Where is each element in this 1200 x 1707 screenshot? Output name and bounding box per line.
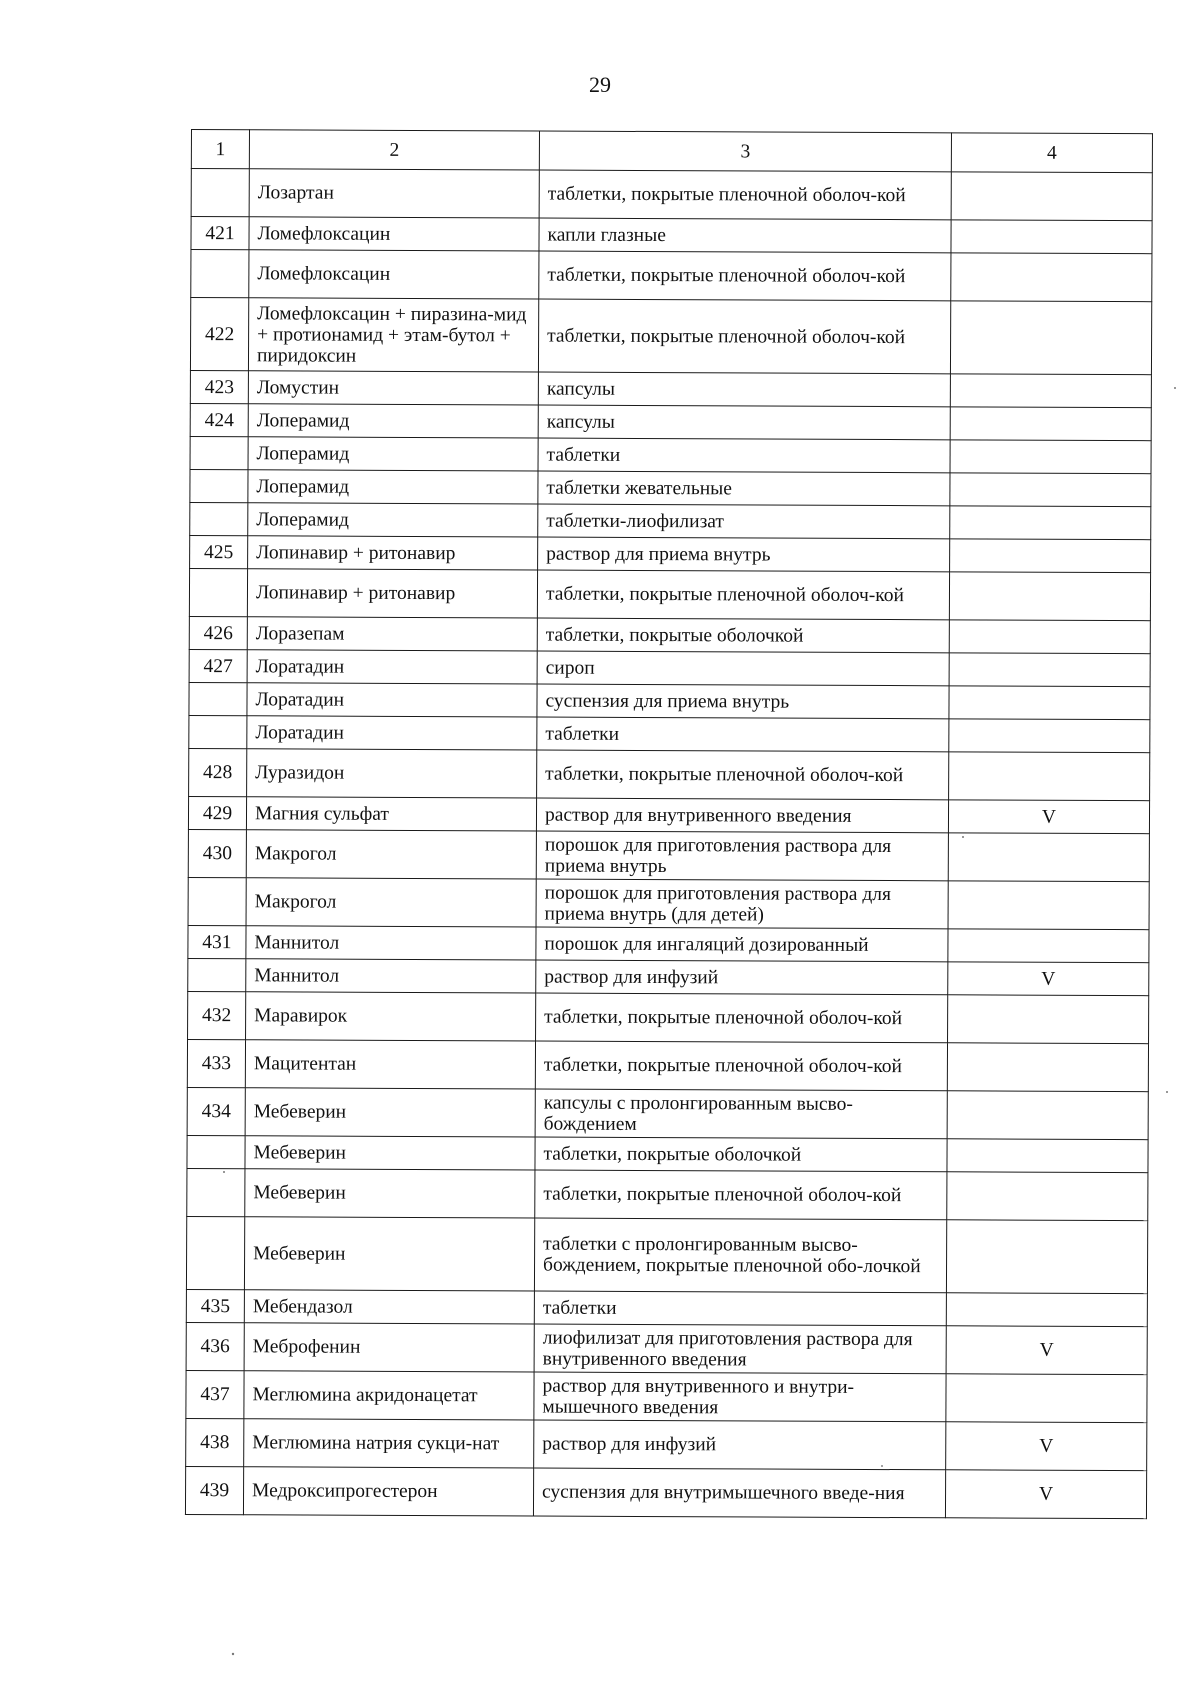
drug-name: Ломустин: [248, 371, 538, 405]
row-number: 438: [186, 1418, 244, 1466]
vital-mark: V: [948, 800, 1149, 834]
vital-mark: [949, 620, 1150, 654]
drug-name: Лоперамид: [248, 404, 538, 438]
dosage-form: таблетки, покрытые оболочкой: [535, 1137, 947, 1172]
dosage-form: сироп: [537, 651, 949, 686]
vital-mark: [950, 539, 1151, 573]
table-row: [189, 682, 1150, 719]
row-number: 431: [188, 925, 246, 958]
table-row: [186, 1418, 1147, 1470]
table-row: [188, 925, 1149, 962]
row-number: 422: [190, 298, 248, 371]
table-row: [187, 1168, 1148, 1220]
drug-name: Лопинавир + ритонавир: [247, 569, 537, 618]
row-number: [190, 436, 248, 469]
drug-name: Мебеверин: [244, 1217, 534, 1291]
row-number: 433: [187, 1039, 245, 1087]
table-header-row: [191, 130, 1152, 173]
table-row: [186, 1216, 1147, 1293]
dosage-form: раствор для внутривенного введения: [536, 798, 948, 833]
row-number: 434: [187, 1087, 245, 1135]
table-row: [191, 169, 1152, 221]
row-number: [191, 250, 249, 298]
table-row: [191, 217, 1152, 254]
vital-mark: [947, 1091, 1148, 1140]
drug-name: Меброфенин: [244, 1323, 534, 1372]
drug-name: Лозартан: [249, 169, 539, 218]
row-number: 429: [188, 796, 246, 829]
vital-mark: [948, 929, 1149, 963]
vital-mark: [950, 473, 1151, 507]
vital-mark: [948, 995, 1149, 1044]
dosage-form: лиофилизат для приготовления раствора для внутривенного введения: [534, 1324, 946, 1374]
dosage-form: таблетки, покрытые пленочной оболоч-кой: [536, 993, 948, 1043]
row-number: 427: [189, 649, 247, 682]
vital-mark: V: [946, 1422, 1147, 1471]
dosage-form: таблетки, покрытые пленочной оболоч-кой: [539, 170, 951, 220]
dosage-form: таблетки, покрытые пленочной оболоч-кой: [537, 750, 949, 800]
vital-mark: [946, 1220, 1147, 1294]
vital-mark: [949, 686, 1150, 720]
drug-name: Лоразепам: [247, 617, 537, 651]
table-row: [186, 1289, 1147, 1326]
column-header-mark: 4: [951, 133, 1152, 173]
column-header-name: 2: [249, 130, 539, 170]
dosage-form: таблетки, покрытые пленочной оболоч-кой: [538, 299, 950, 374]
drug-name: Мебеверин: [245, 1088, 535, 1137]
drug-name: Меглюмина акридонацетат: [244, 1371, 534, 1420]
dosage-form: таблетки: [534, 1291, 946, 1326]
vital-mark: [950, 440, 1151, 474]
table-row: [190, 298, 1151, 375]
drug-name: Мацитентан: [245, 1040, 535, 1089]
table-row: [190, 403, 1151, 440]
row-number: 428: [189, 748, 247, 796]
table-row: [188, 829, 1149, 881]
row-number: 425: [190, 535, 248, 568]
dosage-form: таблетки, покрытые пленочной оболоч-кой: [539, 251, 951, 301]
vital-mark: [947, 1172, 1148, 1221]
row-number: [187, 1135, 245, 1168]
drug-name: Медроксипрогестерон: [243, 1467, 533, 1516]
row-number: [189, 715, 247, 748]
drug-name: Лоратадин: [247, 716, 537, 750]
dosage-form: порошок для ингаляций дозированный: [536, 927, 948, 962]
vital-mark: [946, 1293, 1147, 1327]
drug-name: Мебеверин: [245, 1136, 535, 1170]
table-row: [187, 1087, 1148, 1139]
table-row: [187, 1039, 1148, 1091]
row-number: 430: [188, 829, 246, 877]
vital-mark: V: [945, 1470, 1146, 1519]
dosage-form: капсулы: [538, 405, 950, 440]
dosage-form: раствор для инфузий: [534, 1420, 946, 1470]
page-number: 29: [589, 72, 611, 97]
drug-name: Лоратадин: [247, 650, 537, 684]
row-number: 426: [189, 616, 247, 649]
row-number: 437: [186, 1370, 244, 1418]
dosage-form: таблетки, покрытые пленочной оболоч-кой: [535, 1041, 947, 1091]
vital-mark: [949, 572, 1150, 621]
vital-mark: [948, 881, 1149, 930]
drug-name: Макрогол: [246, 878, 536, 927]
drug-name: Ломефлоксацин + пиразина-мид + протионамид + этам-бутол + пиридоксин: [248, 298, 538, 372]
table-row: [190, 469, 1151, 506]
dosage-form: раствор для внутривенного и внутри-мышечного введения: [534, 1372, 946, 1422]
dosage-form: капсулы с пролонгированным высво-бождением: [535, 1089, 947, 1139]
table-row: [189, 715, 1150, 752]
vital-mark: V: [946, 1326, 1147, 1375]
drug-name: Маравирок: [246, 992, 536, 1041]
table-row: [190, 436, 1151, 473]
drug-table: [185, 129, 1153, 1519]
table-row: [188, 958, 1149, 995]
drug-name: Ломефлоксацин: [249, 250, 539, 299]
table-row: [190, 370, 1151, 407]
drug-name: Лоперамид: [248, 470, 538, 504]
row-number: [189, 568, 247, 616]
table-row: [188, 877, 1149, 929]
vital-mark: [949, 719, 1150, 753]
drug-name: Мебеверин: [245, 1169, 535, 1218]
row-number: [186, 1216, 244, 1289]
vital-mark: [947, 1139, 1148, 1173]
row-number: [190, 469, 248, 502]
drug-name: Маннитол: [246, 959, 536, 993]
table-row: [188, 991, 1149, 1043]
table-row: [187, 1135, 1148, 1172]
row-number: [188, 958, 246, 991]
dosage-form: таблетки: [537, 717, 949, 752]
dosage-form: таблетки, покрытые пленочной оболоч-кой: [535, 1170, 947, 1220]
dosage-form: раствор для приема внутрь: [538, 537, 950, 572]
row-number: [189, 682, 247, 715]
drug-name: Магния сульфат: [246, 797, 536, 831]
row-number: 423: [190, 370, 248, 403]
table-row: [189, 616, 1150, 653]
vital-mark: [951, 172, 1152, 221]
dosage-form: таблетки, покрытые пленочной оболоч-кой: [537, 570, 949, 620]
table-row: [188, 796, 1149, 833]
row-number: 435: [186, 1289, 244, 1322]
column-header-number: 1: [191, 130, 249, 169]
row-number: 439: [185, 1466, 243, 1514]
vital-mark: [950, 506, 1151, 540]
row-number: [187, 1168, 245, 1216]
table-row: [190, 502, 1151, 539]
vital-mark: V: [948, 962, 1149, 996]
dosage-form: порошок для приготовления раствора для приема внутрь (для детей): [536, 879, 948, 929]
drug-name: Макрогол: [246, 830, 536, 879]
table-row: [191, 250, 1152, 302]
drug-name: Меглюмина натрия сукци-нат: [244, 1419, 534, 1468]
table-row: [189, 748, 1150, 800]
table-row: [189, 568, 1150, 620]
drug-name: Мебендазол: [244, 1290, 534, 1324]
dosage-form: суспензия для приема внутрь: [537, 684, 949, 719]
dosage-form: таблетки: [538, 438, 950, 473]
drug-name: Лоперамид: [248, 437, 538, 471]
vital-mark: [950, 407, 1151, 441]
row-number: [190, 502, 248, 535]
vital-mark: [950, 301, 1151, 375]
drug-name: Лоперамид: [248, 503, 538, 537]
row-number: 432: [188, 991, 246, 1039]
dosage-form: капли глазные: [539, 218, 951, 253]
drug-table-container: [185, 129, 1152, 1519]
vital-mark: [946, 1374, 1147, 1423]
drug-name: Ломефлоксацин: [249, 217, 539, 251]
row-number: 436: [186, 1322, 244, 1370]
vital-mark: [949, 752, 1150, 801]
table-row: [190, 535, 1151, 572]
vital-mark: [950, 374, 1151, 408]
drug-name: Лопинавир + ритонавир: [248, 536, 538, 570]
row-number: 424: [190, 403, 248, 436]
column-header-form: 3: [539, 131, 951, 172]
dosage-form: суспензия для внутримышечного введе-ния: [533, 1468, 945, 1518]
vital-mark: [948, 833, 1149, 882]
vital-mark: [951, 253, 1152, 302]
vital-mark: [949, 653, 1150, 687]
table-row: [186, 1370, 1147, 1422]
vital-mark: [951, 220, 1152, 254]
dosage-form: порошок для приготовления раствора для приема внутрь: [536, 831, 948, 881]
row-number: [191, 169, 249, 217]
dosage-form: таблетки-лиофилизат: [538, 504, 950, 539]
dosage-form: раствор для инфузий: [536, 960, 948, 995]
vital-mark: [947, 1043, 1148, 1092]
dosage-form: таблетки, покрытые оболочкой: [537, 618, 949, 653]
dosage-form: таблетки жевательные: [538, 471, 950, 506]
table-row: [189, 649, 1150, 686]
dosage-form: капсулы: [538, 372, 950, 407]
drug-name: Лоратадин: [247, 683, 537, 717]
table-row: [186, 1322, 1147, 1374]
row-number: 421: [191, 217, 249, 250]
row-number: [188, 877, 246, 925]
drug-name: Маннитол: [246, 926, 536, 960]
drug-name: Луразидон: [247, 749, 537, 798]
dosage-form: таблетки с пролонгированным высво-бождением, покрытые пленочной обо-лочкой: [534, 1218, 946, 1293]
table-row: [185, 1466, 1146, 1518]
